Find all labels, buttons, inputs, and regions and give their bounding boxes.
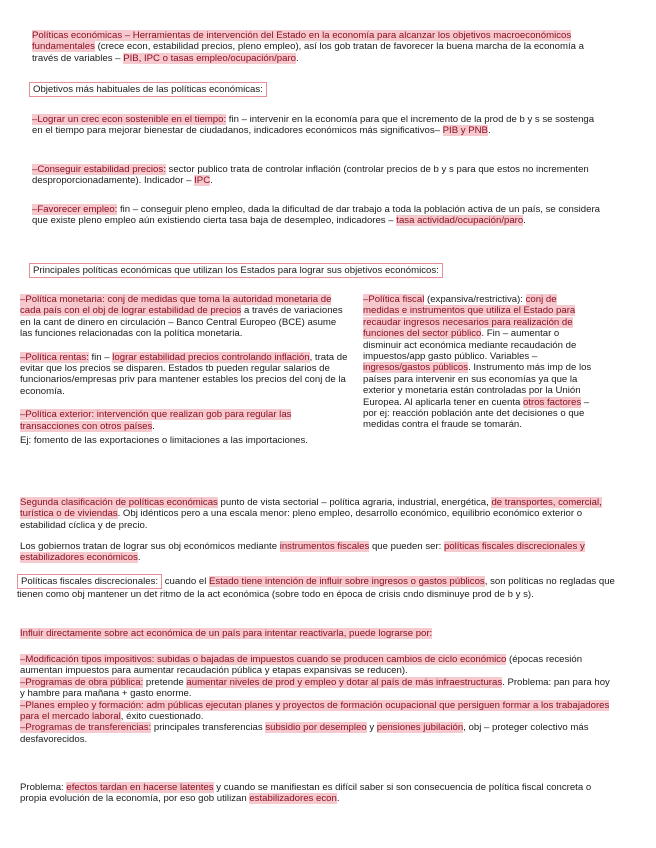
influence-heading xyxy=(20,628,610,639)
objective-growth-end: . xyxy=(487,125,491,137)
measure-transfers-unemployment: subsidio por desempleo xyxy=(265,722,367,734)
fiscal-policy-other-factors: otros factores xyxy=(523,396,582,408)
discretionary-policies-box: Políticas fiscales discrecionales: xyxy=(17,574,162,589)
governments-text-1: Los gobiernos tratan de lograr sus obj económicos mediante xyxy=(20,541,280,552)
external-policy-example: Ej: fomento de las exportaciones o limitaciones a las importaciones. xyxy=(20,435,308,447)
objective-growth-title: –Lograr un crec econ sostenible en el tiempo: xyxy=(32,114,227,125)
discretionary-text-1: cuando el xyxy=(162,576,209,587)
governments-text-2: que pueden ser: xyxy=(369,541,444,552)
measures-list xyxy=(20,654,610,745)
problem-highlight: efectos tardan en hacerse latentes xyxy=(66,782,214,793)
measure-public-works-text-1: pretende xyxy=(143,676,187,688)
external-policy-highlight: –Política exterior: intervención que realizan gob para regular las transacciones con otros países xyxy=(20,409,292,432)
discretionary-text-2: , son políticas no regladas que tienen como obj mantener un det ritmo de la act económica (sobre todo en época de crisis cndo disminuye prod de b y s). xyxy=(17,576,615,601)
measure-employment-plans-text: , éxito cuestionado. xyxy=(120,711,204,723)
external-policy-end: . xyxy=(152,420,155,432)
governments-instruments xyxy=(20,541,610,564)
policies-heading-box: Principales políticas económicas que utilizan los Estados para lograr sus objetivos económicos: xyxy=(29,263,443,278)
left-column xyxy=(20,294,350,446)
measure-public-works xyxy=(20,677,610,700)
fiscal-policy-text-2: . Instrumento más imp de los países para intervenir en sus economías ya que la exterior y monetaria están controladas por la Unión Europea. Al aplicarla tener en cuenta xyxy=(363,362,592,408)
measure-tax-rates-text: (épocas recesión aumentan impuestos para aumentar recaudación pública y etapas expansivas se reducen). xyxy=(20,654,583,677)
governments-end: . xyxy=(137,552,141,564)
measure-transfers-and: y xyxy=(366,722,377,734)
measure-public-works-title: –Programas de obra pública: xyxy=(20,676,144,688)
objective-employment-title: –Favorecer empleo: xyxy=(32,204,118,215)
fiscal-policy-text-3: – por ej: reacción población ante det decisiones o que medidas contra el fraude se tomarán. xyxy=(363,396,590,431)
second-classification-title: Segunda clasificación de políticas económicas xyxy=(20,497,218,508)
objective-growth-text: fin – intervenir en la economía para que el incremento de la prod de b y s se sostenga en el tiempo para mejorar bienestar de ciudadanos, indicadores económicos más significativos– xyxy=(32,114,595,137)
intro-highlight: Políticas económicas – Herramientas de intervención del Estado en la economía para alcanzar los objetivos macroeconómicos fundamentales xyxy=(32,30,572,53)
intro-paragraph xyxy=(32,30,612,64)
objective-employment-indicator: tasa actividad/ocupación/paro xyxy=(396,215,524,227)
influence-heading-highlight: Influir directamente sobre act económica de un país para intentar reactivarla, puede lograrse por: xyxy=(20,628,433,639)
objective-prices-title: –Conseguir estabilidad precios: xyxy=(32,164,166,175)
intro-variables-highlight: PIB, IPC o tasas empleo/ocupación/paro xyxy=(123,52,296,64)
fiscal-policy-title: –Política fiscal xyxy=(363,294,425,305)
external-policy xyxy=(20,409,350,432)
objectives-heading-box: Objetivos más habituales de las políticas económicas: xyxy=(29,82,267,97)
monetary-policy xyxy=(20,294,350,340)
objective-growth-indicator: PIB y PNB xyxy=(442,125,488,137)
objective-prices-end: . xyxy=(210,175,213,187)
second-classification-text-2: . Obj idénticos pero a una escala menor: pleno empleo, desarrollo económico, equilibrio económico exterior o estabilidad cíclica y de precio. xyxy=(20,508,583,531)
measure-tax-rates xyxy=(20,654,610,677)
fiscal-policy-text-1: . Fin – aumentar o disminuir act económica mediante recaudación de impuestos/app gasto público. Variables – xyxy=(363,328,577,363)
fiscal-instruments-highlight: instrumentos fiscales xyxy=(279,541,370,552)
right-column xyxy=(363,294,593,431)
objective-employment-text: fin – conseguir pleno empleo, dada la dificultad de dar trabajo a toda la población activa de un país, se considera que existe pleno empleo aún existiendo cierta tasa baja de desempleo, indicadores – xyxy=(32,204,600,227)
measure-employment-plans xyxy=(20,700,610,723)
objective-growth xyxy=(32,114,607,137)
fiscal-policy-definition: conj de medidas e instrumentos que utiliza el Estado para recaudar ingresos necesarios para realización de funciones del sector público xyxy=(363,294,576,340)
monetary-policy-text: a través de variaciones en la cant de dinero en circulación – Banco Central Europeo (BCE) asume las funciones relacionadas con la política monetaria. xyxy=(20,305,343,340)
discretionary-highlight: Estado tiene intención de influir sobre ingresos o gastos públicos xyxy=(209,576,485,587)
measure-employment-plans-highlight: adm públicas ejecutan planes y proyectos de formación ocupacional que persiguen formar a los trabajadores para el mercado laboral xyxy=(20,699,610,723)
fiscal-policy-variables: ingresos/gastos públicos xyxy=(363,362,469,374)
measure-transfers xyxy=(20,722,610,745)
second-classification xyxy=(20,497,620,531)
second-classification-highlight: de transportes, comercial, turística o de viviendas xyxy=(20,497,602,520)
second-classification-text-1: punto de vista sectorial – política agraria, industrial, energética, xyxy=(217,497,492,508)
objective-employment-end: . xyxy=(523,215,526,227)
problem-label: Problema: xyxy=(20,782,67,793)
objective-prices-text: sector publico trata de controlar inflación (controlar precios de b y s para que estos no incrementen desproporcionadamente). Indicador – xyxy=(32,164,589,187)
measure-transfers-text-2: , obj – proteger colectivo más desfavorecidos. xyxy=(20,722,589,745)
income-policy-highlight: lograr estabilidad precios controlando inflación xyxy=(112,351,310,363)
income-policy xyxy=(20,352,350,398)
income-policy-fin: fin – xyxy=(88,351,113,363)
stabilizers-highlight: estabilizadores econ xyxy=(249,793,337,805)
objective-employment xyxy=(32,204,607,227)
measure-transfers-title: –Programas de transferencias: xyxy=(20,722,152,734)
discretionary-stabilizers-highlight: políticas fiscales discrecionales y estabilizadores económicos xyxy=(20,541,585,564)
income-policy-text: , trata de evitar que los precios se disparen. Estados tb pueden regular salarios de funcionarios/empresas priv para mantener estables los precios del conj de la economía. xyxy=(20,351,348,397)
measure-public-works-highlight: aumentar niveles de prod y empleo y dotar al país de más infraestructuras xyxy=(186,676,503,688)
measure-tax-rates-highlight: subidas o bajadas de impuestos cuando se producen cambios de ciclo económico xyxy=(154,654,507,665)
problem-text: y cuando se manifiestan es difícil saber si son consecuencia de política fiscal concreta o propia evolución de la economía, por eso gob utilizan xyxy=(20,782,592,805)
measure-transfers-pensions: pensiones jubilación xyxy=(376,722,464,734)
measure-public-works-text-2: . Problema: pan para hoy y hambre para mañana + gasto enorme. xyxy=(20,676,610,700)
fiscal-policy-type: (expansiva/restrictiva): xyxy=(424,294,526,305)
policies-heading xyxy=(29,263,443,278)
measure-transfers-text-1: principales transferencias xyxy=(151,722,266,734)
monetary-policy-highlight: –Política monetaria: conj de medidas que toma la autoridad monetaria de cada país con el obj de lograr estabilidad de precios xyxy=(20,294,332,317)
intro-text: (crece econ, estabilidad precios, pleno empleo), así los gob tratan de favorecer la buena marcha de la economía a través de variables – xyxy=(32,41,584,64)
problem-paragraph xyxy=(20,782,610,805)
measure-tax-rates-title: –Modificación tipos impositivos: xyxy=(20,654,155,665)
income-policy-title: –Política rentas: xyxy=(20,351,89,363)
measure-employment-plans-title: –Planes empleo y formación: xyxy=(20,699,144,711)
problem-end: . xyxy=(336,793,340,805)
objective-prices xyxy=(32,164,607,187)
intro-end: . xyxy=(295,52,299,64)
discretionary-policies xyxy=(17,574,620,601)
fiscal-policy xyxy=(363,294,593,431)
objectives-heading xyxy=(29,82,267,97)
objective-prices-indicator: IPC xyxy=(194,175,211,187)
